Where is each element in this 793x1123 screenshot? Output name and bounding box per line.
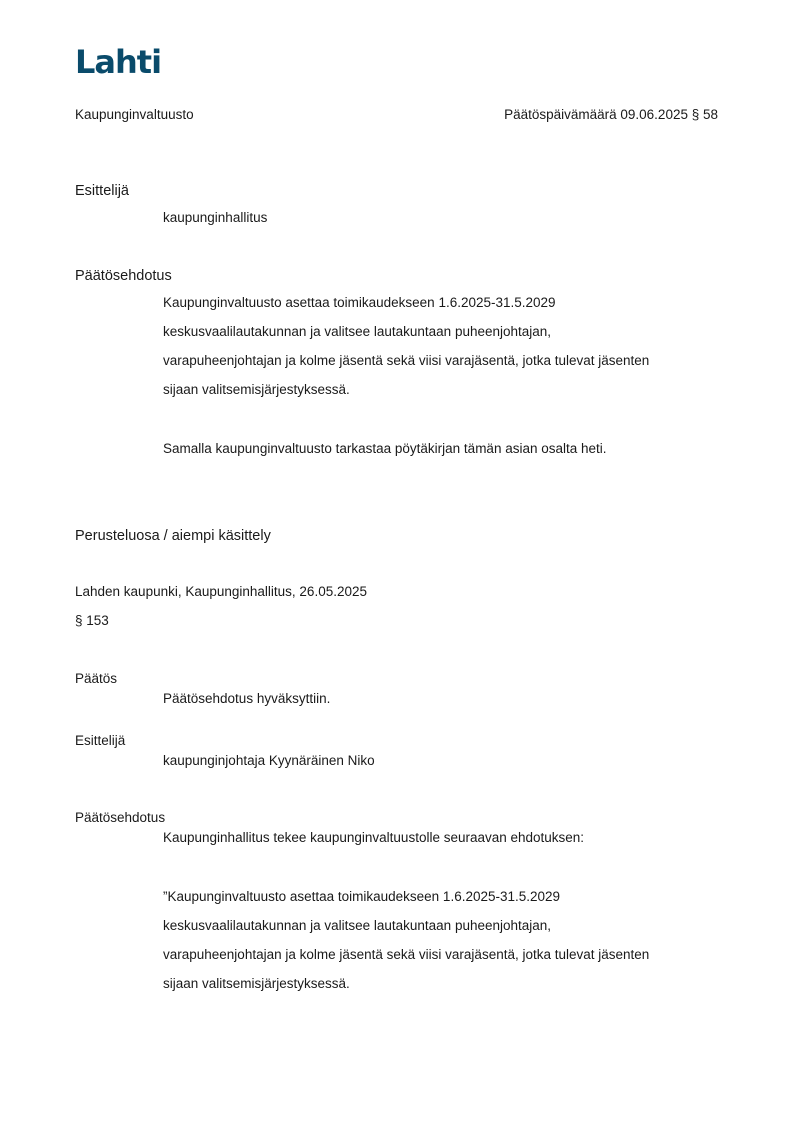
presenter-heading: Esittelijä (75, 183, 129, 199)
proposal-line-4: sijaan valitsemisjärjestyksessä. (163, 382, 350, 397)
body-name: Kaupunginvaltuusto (75, 107, 194, 122)
bg-proposal-line-2: keskusvaalilautakunnan ja valitsee lautakuntaan puheenjohtajan, (163, 918, 552, 933)
background-source: Lahden kaupunki, Kaupunginhallitus, 26.05.2025 (75, 584, 367, 599)
proposal-heading: Päätösehdotus (75, 268, 172, 284)
proposal-line-2: keskusvaalilautakunnan ja valitsee lautakuntaan puheenjohtajan, (163, 324, 552, 339)
proposal-line-3: varapuheenjohtajan ja kolme jäsentä sekä viisi varajäsentä, jotka tulevat jäsenten (163, 353, 650, 368)
background-heading: Perusteluosa / aiempi käsittely (75, 528, 271, 544)
bg-proposal-line-4: sijaan valitsemisjärjestyksessä. (163, 976, 350, 991)
bg-presenter-value: kaupunginjohtaja Kyynäräinen Niko (163, 753, 375, 768)
decision-value: Päätösehdotus hyväksyttiin. (163, 691, 331, 706)
bg-proposal-line-1: ”Kaupunginvaltuusto asettaa toimikaudekseen 1.6.2025-31.5.2029 (163, 889, 561, 904)
presenter-value: kaupunginhallitus (163, 210, 268, 225)
proposal-line-1: Kaupunginvaltuusto asettaa toimikaudekseen 1.6.2025-31.5.2029 (163, 295, 556, 310)
bg-proposal-heading: Päätösehdotus (75, 810, 166, 825)
decision-date: Päätöspäivämäärä 09.06.2025 § 58 (504, 107, 718, 122)
bg-presenter-heading: Esittelijä (75, 733, 126, 748)
bg-proposal-intro: Kaupunginhallitus tekee kaupunginvaltuustolle seuraavan ehdotuksen: (163, 830, 585, 845)
decision-heading: Päätös (75, 671, 118, 686)
proposal-extra: Samalla kaupunginvaltuusto tarkastaa pöytäkirjan tämän asian osalta heti. (163, 441, 607, 456)
background-section: § 153 (75, 613, 109, 628)
bg-proposal-line-3: varapuheenjohtajan ja kolme jäsentä sekä viisi varajäsentä, jotka tulevat jäsenten (163, 947, 650, 962)
lahti-logo: Lahti (75, 43, 162, 81)
